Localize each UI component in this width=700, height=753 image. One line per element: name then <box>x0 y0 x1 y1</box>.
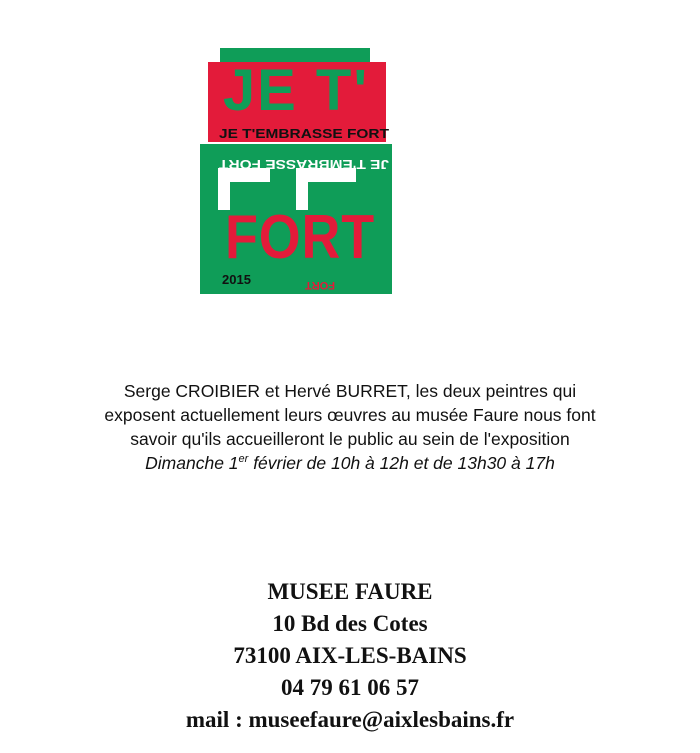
announcement-date-line <box>0 451 700 475</box>
logo-banner-text: JE T'EMBRASSE FORT <box>219 126 390 141</box>
logo-top-letters: JE T' <box>222 58 370 123</box>
svg-text:JE T'EMBRASSE FORT: JE T'EMBRASSE FORT <box>218 157 389 172</box>
announcement-line-1: Serge CROIBIER et Hervé BURRET, les deux peintres qui <box>123 381 577 401</box>
museum-street: 10 Bd des Cotes <box>272 611 428 636</box>
museum-name: MUSEE FAURE <box>267 579 433 604</box>
museum-phone: 04 79 61 06 57 <box>281 675 419 700</box>
museum-email: mail : museefaure@aixlesbains.fr <box>185 707 515 732</box>
logo-main-word: FORT <box>225 203 375 272</box>
date-line-start: Dimanche 1 <box>145 453 239 473</box>
logo-mirrored-banner <box>219 157 389 172</box>
logo-mirrored-small-word <box>305 279 335 291</box>
announcement-line-3: savoir qu'ils accueilleront le public au sein de l'exposition <box>130 429 570 449</box>
announcement-line-2: exposent actuellement leurs œuvres au musée Faure nous font <box>104 405 596 425</box>
logo-graphic <box>200 48 400 298</box>
date-line-end: février de 10h à 12h et de 13h30 à 17h <box>248 453 555 473</box>
announcement-paragraph <box>0 379 700 475</box>
logo-year: 2015 <box>222 272 251 287</box>
svg-text:FORT: FORT <box>305 279 335 291</box>
museum-city: 73100 AIX-LES-BAINS <box>233 643 467 668</box>
museum-address-block <box>0 576 700 736</box>
exhibition-logo <box>200 48 400 298</box>
date-ordinal-suffix: er <box>238 453 249 465</box>
